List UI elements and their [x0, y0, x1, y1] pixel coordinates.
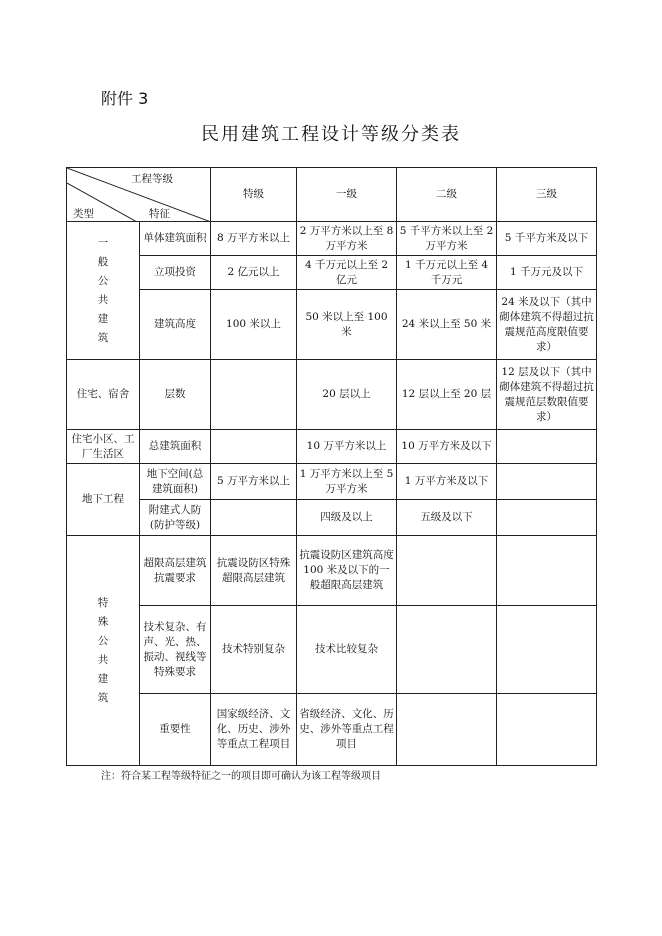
value-cell: 20 层以上: [297, 360, 397, 430]
value-cell: 50 米以上至 100 米: [297, 290, 397, 360]
table-row: [67, 536, 597, 606]
header-type-label: 类型: [73, 208, 94, 220]
value-cell: [397, 694, 497, 766]
value-cell: 2 亿元以上: [211, 256, 297, 290]
value-cell: [211, 430, 297, 464]
value-cell: [497, 430, 597, 464]
value-cell: [497, 500, 597, 536]
value-cell: 12 层及以下（其中砌体建筑不得超过抗震规范层数限值要求）: [497, 360, 597, 430]
table-row: [67, 222, 597, 256]
group-general-label: 一般公共建筑: [97, 236, 109, 344]
header-level-second: 二级: [397, 168, 497, 222]
value-cell: 2 万平方米以上至 8 万平方米: [297, 222, 397, 256]
header-level-special: 特级: [211, 168, 297, 222]
table-row: [67, 430, 597, 464]
diagonal-header-cell: [67, 168, 211, 222]
feature-cell: 超限高层建筑抗震要求: [140, 536, 211, 606]
feature-cell: 总建筑面积: [140, 430, 211, 464]
group-general: [67, 222, 140, 360]
value-cell: [211, 500, 297, 536]
value-cell: 5 千平方米及以下: [497, 222, 597, 256]
value-cell: 四级及以上: [297, 500, 397, 536]
header-row: [67, 168, 597, 222]
value-cell: 1 千万元及以下: [497, 256, 597, 290]
group-underground: 地下工程: [67, 464, 140, 536]
value-cell: 10 万平方米以上: [297, 430, 397, 464]
group-district: 住宅小区、工厂生活区: [67, 430, 140, 464]
value-cell: 5 万平方米以上: [211, 464, 297, 500]
value-cell: 100 米以上: [211, 290, 297, 360]
footnote: 注：符合某工程等级特征之一的项目即可确认为该工程等级项目: [101, 771, 381, 782]
value-cell: 技术特别复杂: [211, 606, 297, 694]
value-cell: 24 米以上至 50 米: [397, 290, 497, 360]
feature-cell: 重要性: [140, 694, 211, 766]
table-row: [67, 360, 597, 430]
group-special-label: 特殊公共建筑: [97, 596, 109, 704]
value-cell: 国家级经济、文化、历史、涉外等重点工程项目: [211, 694, 297, 766]
feature-cell: 建筑高度: [140, 290, 211, 360]
value-cell: [211, 360, 297, 430]
value-cell: 抗震设防区特殊超限高层建筑: [211, 536, 297, 606]
value-cell: 五级及以下: [397, 500, 497, 536]
value-cell: 1 万平方米以上至 5 万平方米: [297, 464, 397, 500]
feature-cell: 技术复杂、有声、光、热、振动、视线等特殊要求: [140, 606, 211, 694]
table-row: [67, 500, 597, 536]
value-cell: [497, 464, 597, 500]
value-cell: [397, 606, 497, 694]
feature-cell: 层数: [140, 360, 211, 430]
feature-cell: 单体建筑面积: [140, 222, 211, 256]
table-row: [67, 256, 597, 290]
value-cell: 4 千万元以上至 2 亿元: [297, 256, 397, 290]
value-cell: [497, 536, 597, 606]
value-cell: [497, 694, 597, 766]
header-level-first: 一级: [297, 168, 397, 222]
table-row: [67, 606, 597, 694]
value-cell: 10 万平方米及以下: [397, 430, 497, 464]
header-grade-label: 工程等级: [131, 173, 173, 185]
group-residential: 住宅、宿舍: [67, 360, 140, 430]
value-cell: 1 千万元以上至 4 千万元: [397, 256, 497, 290]
value-cell: [397, 536, 497, 606]
value-cell: 技术比较复杂: [297, 606, 397, 694]
table-row: [67, 290, 597, 360]
header-level-third: 三级: [497, 168, 597, 222]
value-cell: 省级经济、文化、历史、涉外等重点工程项目: [297, 694, 397, 766]
attachment-label: 附件 3: [101, 89, 149, 108]
header-feature-label: 特征: [149, 208, 170, 220]
value-cell: 5 千平方米以上至 2 万平方米: [397, 222, 497, 256]
feature-cell: 附建式人防(防护等级): [140, 500, 211, 536]
value-cell: 12 层以上至 20 层: [397, 360, 497, 430]
value-cell: [497, 606, 597, 694]
feature-cell: 立项投资: [140, 256, 211, 290]
value-cell: 8 万平方米以上: [211, 222, 297, 256]
table-row: [67, 464, 597, 500]
group-special: [67, 536, 140, 766]
value-cell: 抗震设防区建筑高度 100 米及以下的一般超限高层建筑: [297, 536, 397, 606]
value-cell: 24 米及以下（其中砌体建筑不得超过抗震规范高度限值要求）: [497, 290, 597, 360]
value-cell: 1 万平方米及以下: [397, 464, 497, 500]
classification-table: [66, 167, 597, 766]
page-title: 民用建筑工程设计等级分类表: [201, 124, 461, 145]
feature-cell: 地下空间(总建筑面积): [140, 464, 211, 500]
table-row: [67, 694, 597, 766]
